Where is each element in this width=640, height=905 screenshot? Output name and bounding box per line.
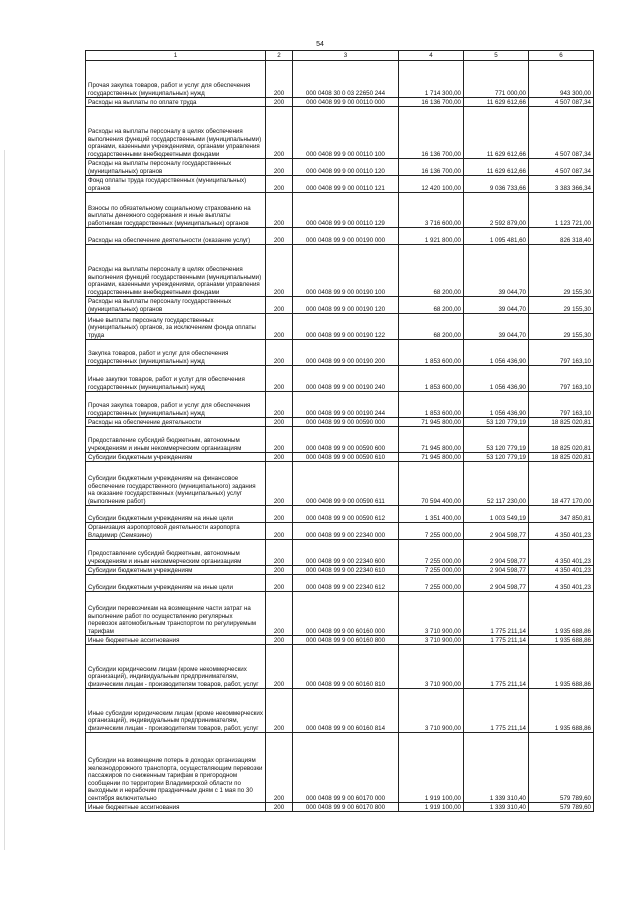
cell-c4: 1 921 800,00 [399,228,464,245]
table-row [86,803,594,812]
cell-c5: 1 339 310,40 [464,733,529,803]
cell-kbk: 000 0408 99 9 00 00190 122 [293,314,399,340]
cell-code: 200 [266,314,293,340]
table-row [86,176,594,193]
table-row [86,340,594,366]
cell-code: 200 [266,297,293,314]
cell-code: 200 [266,566,293,575]
cell-c6: 29 155,30 [529,245,594,297]
cell-kbk: 000 0408 99 9 00 00590 611 [293,462,399,506]
cell-c6: 1 935 688,86 [529,689,594,733]
table-row [86,314,594,340]
table-row [86,61,594,98]
cell-c4: 71 945 800,00 [399,427,464,453]
cell-name: Иные выплаты персоналу государственных (муниципальных) органов, за исключением фонда оплаты труда [86,314,266,340]
cell-c6: 18 825 020,81 [529,427,594,453]
cell-c5: 53 120 779,19 [464,453,529,462]
cell-code: 200 [266,636,293,645]
cell-kbk: 000 0408 99 9 00 22340 600 [293,540,399,566]
cell-c6: 3 383 366,34 [529,176,594,193]
cell-code: 200 [266,803,293,812]
cell-kbk: 000 0408 99 9 00 00110 000 [293,98,399,107]
column-header: 2 [266,51,293,61]
scan-edge-mark [4,150,5,850]
cell-c6: 1 935 688,86 [529,636,594,645]
cell-name: Прочая закупка товаров, работ и услуг для обеспечения государственных (муниципальных) нужд [86,61,266,98]
cell-name: Иные бюджетные ассигнования [86,636,266,645]
cell-code: 200 [266,98,293,107]
table-row [86,636,594,645]
cell-kbk: 000 0408 99 9 00 00190 000 [293,228,399,245]
cell-name: Прочая закупка товаров, работ и услуг для обеспечения государственных (муниципальных) нужд [86,392,266,418]
cell-code: 200 [266,107,293,159]
table-row [86,506,594,523]
cell-name: Субсидии перевозчикам на возмещение части затрат на выполнение работ по осуществлению регулярных перевозок автомобильным транспортом по регулируемым тарифам [86,592,266,636]
cell-code: 200 [266,689,293,733]
cell-name: Расходы на выплаты персоналу в целях обеспечения выполнения функций государственными (муниципальными) органами, казенными учреждениями, органами управления государственными внебюджетными фондами [86,107,266,159]
cell-c4: 7 255 000,00 [399,575,464,592]
cell-name: Расходы на выплаты персоналу государственных (муниципальных) органов [86,297,266,314]
cell-c5: 1 775 211,14 [464,592,529,636]
cell-c5: 771 000,00 [464,61,529,98]
cell-code: 200 [266,506,293,523]
table-row [86,592,594,636]
cell-kbk: 000 0408 99 9 00 00590 612 [293,506,399,523]
cell-c4: 68 200,00 [399,245,464,297]
cell-kbk: 000 0408 99 9 00 00590 610 [293,453,399,462]
cell-c5: 1 775 211,14 [464,636,529,645]
budget-table [85,50,594,812]
cell-c4: 12 420 100,00 [399,176,464,193]
cell-kbk: 000 0408 99 9 00 00590 600 [293,427,399,453]
cell-kbk: 000 0408 99 9 00 60170 000 [293,733,399,803]
cell-c5: 39 044,70 [464,245,529,297]
table-header-row [86,51,594,61]
cell-c4: 71 945 800,00 [399,418,464,427]
cell-c4: 3 710 900,00 [399,592,464,636]
cell-c5: 2 904 598,77 [464,566,529,575]
cell-c5: 1 775 211,14 [464,645,529,689]
cell-name: Организация аэропортовой деятельности аэропорта Владимир (Семязино) [86,523,266,540]
cell-c4: 68 200,00 [399,314,464,340]
cell-kbk: 000 0408 99 9 00 00190 244 [293,392,399,418]
table-row [86,98,594,107]
cell-kbk: 000 0408 99 9 00 22340 000 [293,523,399,540]
cell-kbk: 000 0408 99 9 00 22340 610 [293,566,399,575]
cell-code: 200 [266,592,293,636]
cell-c6: 4 350 401,23 [529,523,594,540]
cell-c6: 4 350 401,23 [529,540,594,566]
cell-c4: 1 853 600,00 [399,366,464,392]
cell-c6: 4 350 401,23 [529,566,594,575]
cell-c6: 797 163,10 [529,392,594,418]
cell-c5: 1 056 436,90 [464,340,529,366]
cell-name: Иные закупки товаров, работ и услуг для обеспечения государственных (муниципальных) нужд [86,366,266,392]
table-row [86,418,594,427]
cell-code: 200 [266,733,293,803]
table-row [86,392,594,418]
table-row [86,462,594,506]
cell-kbk: 000 0408 99 9 00 00190 100 [293,245,399,297]
table-row [86,193,594,228]
cell-c6: 826 318,40 [529,228,594,245]
cell-c5: 1 056 436,90 [464,366,529,392]
cell-c5: 1 056 436,90 [464,392,529,418]
cell-code: 200 [266,159,293,176]
cell-code: 200 [266,523,293,540]
cell-c4: 68 200,00 [399,297,464,314]
cell-kbk: 000 0408 99 9 00 00190 120 [293,297,399,314]
table-row [86,689,594,733]
table-row [86,107,594,159]
column-header: 1 [86,51,266,61]
cell-code: 200 [266,453,293,462]
cell-kbk: 000 0408 99 9 00 00190 240 [293,366,399,392]
table-row [86,540,594,566]
cell-c6: 29 155,30 [529,297,594,314]
cell-c6: 347 850,81 [529,506,594,523]
table-row [86,245,594,297]
cell-c5: 1 339 310,40 [464,803,529,812]
cell-c6: 1 935 688,86 [529,645,594,689]
cell-c4: 7 255 000,00 [399,566,464,575]
cell-c6: 579 789,60 [529,803,594,812]
cell-c4: 1 919 100,00 [399,733,464,803]
cell-name: Субсидии юридическим лицам (кроме некоммерческих организаций), индивидуальным предпринимателям, физическим лицам - производителям товаров, работ, услуг [86,645,266,689]
cell-c5: 2 904 598,77 [464,575,529,592]
cell-kbk: 000 0408 99 9 00 00190 200 [293,340,399,366]
cell-code: 200 [266,245,293,297]
cell-name: Фонд оплаты труда государственных (муниципальных) органов [86,176,266,193]
cell-c4: 3 716 600,00 [399,193,464,228]
cell-c6: 4 350 401,23 [529,575,594,592]
cell-code: 200 [266,418,293,427]
table-row [86,159,594,176]
table-row [86,566,594,575]
table-row [86,733,594,803]
cell-c6: 18 825 020,81 [529,418,594,427]
cell-c4: 16 136 700,00 [399,107,464,159]
cell-c5: 2 592 879,00 [464,193,529,228]
cell-c5: 52 117 230,00 [464,462,529,506]
cell-c6: 18 477 170,00 [529,462,594,506]
cell-c5: 11 629 612,66 [464,107,529,159]
cell-c6: 1 935 688,86 [529,592,594,636]
cell-name: Закупка товаров, работ и услуг для обеспечения государственных (муниципальных) нужд [86,340,266,366]
cell-kbk: 000 0408 30 0 03 22650 244 [293,61,399,98]
cell-c4: 71 945 800,00 [399,453,464,462]
cell-c4: 16 136 700,00 [399,159,464,176]
cell-c4: 1 351 400,00 [399,506,464,523]
cell-name: Расходы на выплаты персоналу государственных (муниципальных) органов [86,159,266,176]
cell-c4: 7 255 000,00 [399,540,464,566]
cell-c6: 18 825 020,81 [529,453,594,462]
cell-c4: 1 714 300,00 [399,61,464,98]
cell-c6: 4 507 087,34 [529,159,594,176]
cell-c5: 2 904 598,77 [464,523,529,540]
cell-c4: 1 919 100,00 [399,803,464,812]
cell-code: 200 [266,540,293,566]
table-row [86,427,594,453]
cell-code: 200 [266,575,293,592]
cell-kbk: 000 0408 99 9 00 00590 000 [293,418,399,427]
cell-c6: 579 789,60 [529,733,594,803]
column-header: 4 [399,51,464,61]
cell-c6: 797 163,10 [529,340,594,366]
cell-code: 200 [266,61,293,98]
cell-kbk: 000 0408 99 9 00 60160 800 [293,636,399,645]
cell-code: 200 [266,645,293,689]
cell-name: Расходы на обеспечение деятельности [86,418,266,427]
cell-name: Субсидии на возмещение потерь в доходах организациям железнодорожного транспорта, осуществляющим перевозки пассажиров по сниженным тарифам в пригородном сообщении по территории Владимирской области по выходным и нерабочим праздничным дням с 1 мая по 30 сентября включительно [86,733,266,803]
cell-c5: 53 120 779,19 [464,418,529,427]
cell-name: Расходы на обеспечение деятельности (оказание услуг) [86,228,266,245]
cell-code: 200 [266,427,293,453]
cell-c5: 1 003 549,19 [464,506,529,523]
cell-c5: 53 120 779,19 [464,427,529,453]
cell-c4: 3 710 900,00 [399,645,464,689]
cell-c4: 3 710 900,00 [399,689,464,733]
cell-name: Расходы на выплаты персоналу в целях обеспечения выполнения функций государственными (муниципальными) органами, казенными учреждениями, органами управления государственными внебюджетными фондами [86,245,266,297]
column-header: 5 [464,51,529,61]
table-row [86,297,594,314]
cell-kbk: 000 0408 99 9 00 00110 120 [293,159,399,176]
cell-code: 200 [266,228,293,245]
cell-name: Иные субсидии юридическим лицам (кроме некоммерческих организаций), индивидуальным предпринимателям, физическим лицам - производителям товаров, работ, услуг [86,689,266,733]
cell-kbk: 000 0408 99 9 00 60160 814 [293,689,399,733]
cell-kbk: 000 0408 99 9 00 60160 810 [293,645,399,689]
cell-c4: 1 853 600,00 [399,392,464,418]
cell-name: Предоставление субсидий бюджетным, автономным учреждениям и иным некоммерческим организациям [86,540,266,566]
cell-c5: 9 036 733,66 [464,176,529,193]
cell-name: Субсидии бюджетным учреждениям [86,453,266,462]
cell-name: Субсидии бюджетным учреждениям на иные цели [86,575,266,592]
cell-kbk: 000 0408 99 9 00 00110 100 [293,107,399,159]
cell-c4: 7 255 000,00 [399,523,464,540]
cell-c5: 11 629 612,66 [464,98,529,107]
cell-c6: 4 507 087,34 [529,107,594,159]
cell-c5: 1 095 481,60 [464,228,529,245]
cell-code: 200 [266,462,293,506]
cell-c5: 2 904 598,77 [464,540,529,566]
table-row [86,228,594,245]
cell-name: Субсидии бюджетным учреждениям [86,566,266,575]
cell-kbk: 000 0408 99 9 00 60160 000 [293,592,399,636]
cell-name: Субсидии бюджетным учреждениям на финансовое обеспечение государственного (муниципального) задания на оказание государственных (муниципальных) услуг (выполнение работ) [86,462,266,506]
cell-c5: 11 629 612,66 [464,159,529,176]
cell-c6: 1 123 721,00 [529,193,594,228]
cell-code: 200 [266,366,293,392]
cell-name: Предоставление субсидий бюджетным, автономным учреждениям и иным некоммерческим организациям [86,427,266,453]
cell-c5: 1 775 211,14 [464,689,529,733]
table-row [86,645,594,689]
cell-kbk: 000 0408 99 9 00 60170 800 [293,803,399,812]
page-number: 54 [316,41,324,48]
table-row [86,575,594,592]
column-header: 3 [293,51,399,61]
cell-c5: 39 044,70 [464,314,529,340]
table-row [86,366,594,392]
cell-name: Иные бюджетные ассигнования [86,803,266,812]
cell-kbk: 000 0408 99 9 00 00110 129 [293,193,399,228]
cell-code: 200 [266,193,293,228]
cell-code: 200 [266,176,293,193]
table-row [86,523,594,540]
cell-c6: 943 300,00 [529,61,594,98]
cell-name: Субсидии бюджетным учреждениям на иные цели [86,506,266,523]
cell-name: Взносы по обязательному социальному страхованию на выплаты денежного содержания и иные выплаты работникам государственных (муниципальных) органов [86,193,266,228]
cell-c4: 3 710 900,00 [399,636,464,645]
cell-c4: 1 853 600,00 [399,340,464,366]
cell-kbk: 000 0408 99 9 00 00110 121 [293,176,399,193]
cell-c5: 39 044,70 [464,297,529,314]
cell-c6: 29 155,30 [529,314,594,340]
cell-c4: 16 136 700,00 [399,98,464,107]
column-header: 6 [529,51,594,61]
cell-c6: 797 163,10 [529,366,594,392]
cell-code: 200 [266,392,293,418]
cell-name: Расходы на выплаты по оплате труда [86,98,266,107]
cell-c6: 4 507 087,34 [529,98,594,107]
cell-code: 200 [266,340,293,366]
table-row [86,453,594,462]
cell-kbk: 000 0408 99 9 00 22340 612 [293,575,399,592]
cell-c4: 70 594 400,00 [399,462,464,506]
